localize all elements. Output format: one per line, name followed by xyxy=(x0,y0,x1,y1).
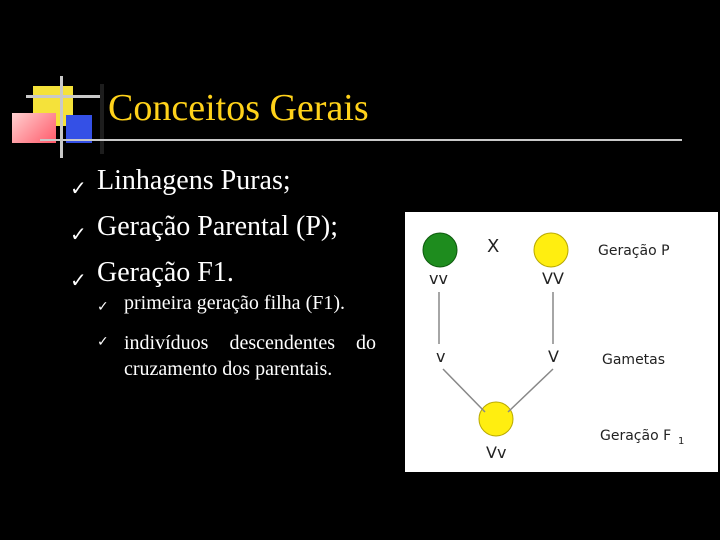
subbullet-descendentes: indivíduos descendentes do cruzamento dos parentais. xyxy=(124,332,376,380)
check-icon: ✓ xyxy=(97,334,109,350)
check-icon: ✓ xyxy=(70,222,87,246)
label-generation-p: Geração P xyxy=(598,243,670,259)
title-divider xyxy=(40,139,682,141)
label-generation-f1-subscript: 1 xyxy=(678,436,685,447)
check-icon: ✓ xyxy=(70,268,87,292)
bullet-linhagens-puras: Linhagens Puras; xyxy=(97,165,291,196)
offspring-genotype: Vv xyxy=(486,443,507,462)
label-generation-f1: Geração F xyxy=(600,428,672,444)
logo-horizontal-line xyxy=(26,95,102,98)
gamete-left: v xyxy=(436,347,446,366)
check-icon: ✓ xyxy=(97,299,109,315)
slide-title: Conceitos Gerais xyxy=(108,87,369,129)
yellow-pea-offspring xyxy=(479,402,513,436)
bullet-geracao-parental: Geração Parental (P); xyxy=(97,211,338,242)
yellow-pea-parent xyxy=(534,233,568,267)
subbullet-primeira-geracao: primeira geração filha (F1). xyxy=(124,292,346,314)
logo-vertical-line xyxy=(60,76,63,158)
parent-green-genotype: vv xyxy=(429,269,448,288)
cross-symbol: X xyxy=(487,236,500,257)
parent-yellow-genotype: VV xyxy=(542,269,564,288)
label-gametes: Gametas xyxy=(602,352,666,368)
genetic-cross-diagram xyxy=(405,212,718,472)
check-icon: ✓ xyxy=(70,176,87,200)
logo-dark-bar xyxy=(100,84,104,154)
gamete-right: V xyxy=(548,347,559,366)
bullet-geracao-f1: Geração F1. xyxy=(97,257,234,288)
green-pea-parent xyxy=(423,233,457,267)
